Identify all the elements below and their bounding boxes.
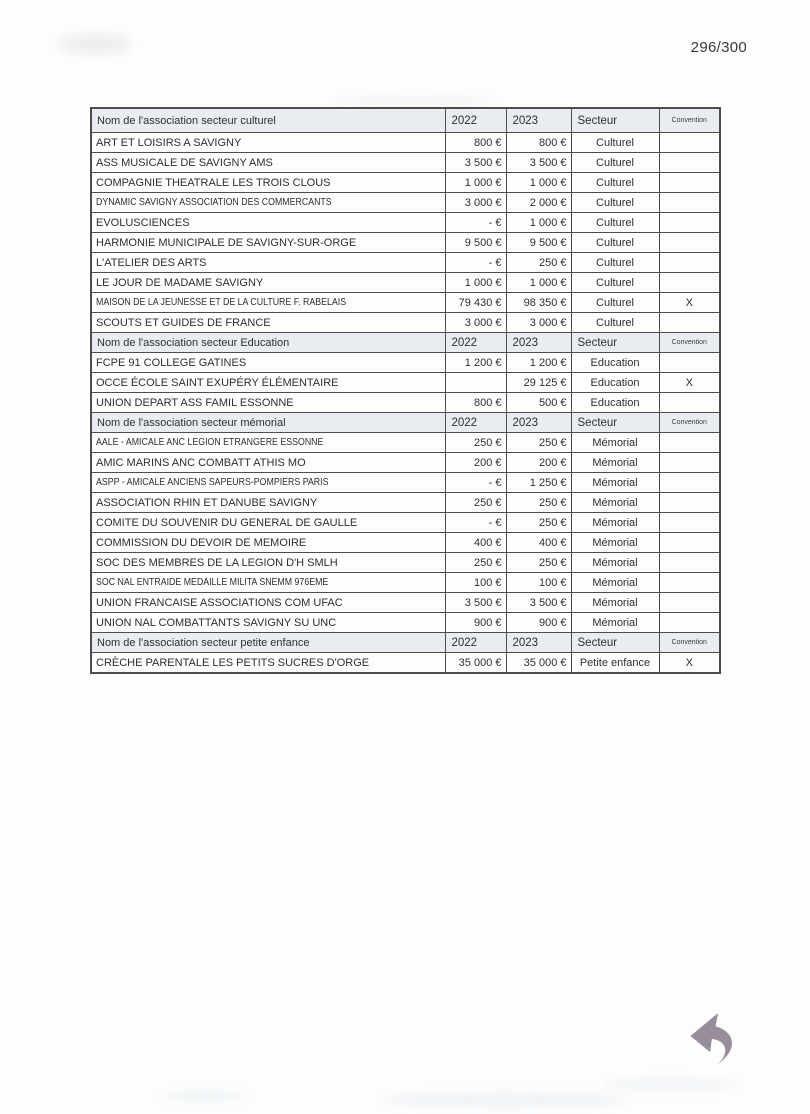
table-row [91, 193, 720, 213]
col-header-secteur: Secteur [571, 108, 659, 133]
section-header-row [91, 633, 720, 653]
association-name-cell: SCOUTS ET GUIDES DE FRANCE [91, 313, 445, 333]
amount-2022-cell: 100 € [445, 573, 506, 593]
col-header-2022: 2022 [445, 108, 506, 133]
amount-2022-cell: 250 € [445, 493, 506, 513]
secteur-cell: Mémorial [571, 573, 659, 593]
convention-cell [659, 173, 720, 193]
association-subsidy-table [90, 107, 721, 674]
amount-2022-cell: - € [445, 213, 506, 233]
amount-2022-cell: 3 000 € [445, 193, 506, 213]
col-header-2023: 2023 [506, 108, 571, 133]
amount-2023-cell: 200 € [506, 453, 571, 473]
amount-2022-cell: 3 500 € [445, 593, 506, 613]
convention-cell [659, 453, 720, 473]
convention-cell [659, 533, 720, 553]
secteur-cell: Mémorial [571, 593, 659, 613]
amount-2022-cell [445, 373, 506, 393]
amount-2022-cell: 79 430 € [445, 293, 506, 313]
secteur-cell: Mémorial [571, 553, 659, 573]
table-row [91, 213, 720, 233]
association-name-cell [91, 473, 445, 493]
amount-2023-cell: 400 € [506, 533, 571, 553]
amount-2023-cell: 1 000 € [506, 213, 571, 233]
table-row [91, 273, 720, 293]
convention-cell [659, 493, 720, 513]
table-row [91, 253, 720, 273]
convention-cell [659, 613, 720, 633]
secteur-cell: Mémorial [571, 613, 659, 633]
col-header-secteur: Secteur [571, 413, 659, 433]
convention-cell: X [659, 653, 720, 674]
convention-cell [659, 133, 720, 153]
amount-2022-cell: 9 500 € [445, 233, 506, 253]
table-row [91, 493, 720, 513]
association-name-condensed: MAISON DE LA JEUNESSE ET DE LA CULTURE F. RABELAIS [96, 297, 347, 308]
section-title: Nom de l'association secteur petite enfance [91, 633, 445, 653]
association-name-cell [91, 573, 445, 593]
secteur-cell: Culturel [571, 233, 659, 253]
amount-2022-cell: - € [445, 253, 506, 273]
amount-2023-cell: 250 € [506, 553, 571, 573]
secteur-cell: Culturel [571, 293, 659, 313]
amount-2022-cell: 800 € [445, 133, 506, 153]
col-header-2022: 2022 [445, 413, 506, 433]
table-row [91, 533, 720, 553]
association-name-cell [91, 193, 445, 213]
convention-cell [659, 393, 720, 413]
amount-2022-cell: - € [445, 473, 506, 493]
col-header-2023: 2023 [506, 333, 571, 353]
association-name-condensed: ASPP - AMICALE ANCIENS SAPEURS-POMPIERS PARIS [96, 477, 329, 488]
page-number: 296/300 [690, 39, 747, 56]
convention-cell [659, 153, 720, 173]
amount-2023-cell: 250 € [506, 513, 571, 533]
association-name-condensed: DYNAMIC SAVIGNY ASSOCIATION DES COMMERCANTS [96, 197, 332, 208]
section-title: Nom de l'association secteur Education [91, 333, 445, 353]
association-name-cell: COMMISSION DU DEVOIR DE MEMOIRE [91, 533, 445, 553]
col-header-convention: Convention [659, 333, 720, 353]
convention-cell [659, 273, 720, 293]
association-name-cell: SOC DES MEMBRES DE LA LEGION D'H SMLH [91, 553, 445, 573]
amount-2022-cell: 200 € [445, 453, 506, 473]
table-row [91, 313, 720, 333]
convention-cell [659, 253, 720, 273]
amount-2022-cell: 3 500 € [445, 153, 506, 173]
amount-2023-cell: 98 350 € [506, 293, 571, 313]
table-row [91, 393, 720, 413]
association-name-cell: ASSOCIATION RHIN ET DANUBE SAVIGNY [91, 493, 445, 513]
table-row [91, 173, 720, 193]
amount-2023-cell: 500 € [506, 393, 571, 413]
convention-cell [659, 193, 720, 213]
scan-smudge [160, 1090, 250, 1102]
amount-2023-cell: 2 000 € [506, 193, 571, 213]
section-header-row [91, 413, 720, 433]
secteur-cell: Mémorial [571, 513, 659, 533]
association-name-cell [91, 293, 445, 313]
secteur-cell: Culturel [571, 253, 659, 273]
association-name-cell: CRÈCHE PARENTALE LES PETITS SUCRES D'ORGE [91, 653, 445, 674]
table-row [91, 473, 720, 493]
scan-smudge [600, 1078, 740, 1092]
secteur-cell: Culturel [571, 213, 659, 233]
scan-smudge [58, 34, 132, 54]
table-row [91, 433, 720, 453]
convention-cell [659, 513, 720, 533]
secteur-cell: Mémorial [571, 433, 659, 453]
table-row [91, 573, 720, 593]
secteur-cell: Culturel [571, 313, 659, 333]
amount-2022-cell: 1 000 € [445, 173, 506, 193]
association-name-cell: L'ATELIER DES ARTS [91, 253, 445, 273]
secteur-cell: Culturel [571, 193, 659, 213]
secteur-cell: Mémorial [571, 473, 659, 493]
section-header-row [91, 108, 720, 133]
association-name-cell: HARMONIE MUNICIPALE DE SAVIGNY-SUR-ORGE [91, 233, 445, 253]
amount-2023-cell: 3 500 € [506, 593, 571, 613]
col-header-secteur: Secteur [571, 333, 659, 353]
convention-cell [659, 213, 720, 233]
amount-2022-cell: 1 000 € [445, 273, 506, 293]
association-name-cell: COMITE DU SOUVENIR DU GENERAL DE GAULLE [91, 513, 445, 533]
association-name-cell: OCCE ÉCOLE SAINT EXUPÉRY ÉLÉMENTAIRE [91, 373, 445, 393]
convention-cell: X [659, 293, 720, 313]
table-row [91, 233, 720, 253]
amount-2022-cell: 1 200 € [445, 353, 506, 373]
section-title: Nom de l'association secteur culturel [91, 108, 445, 133]
section-header-row [91, 333, 720, 353]
col-header-convention: Convention [659, 633, 720, 653]
amount-2023-cell: 900 € [506, 613, 571, 633]
association-name-cell: COMPAGNIE THEATRALE LES TROIS CLOUS [91, 173, 445, 193]
col-header-convention: Convention [659, 108, 720, 133]
col-header-secteur: Secteur [571, 633, 659, 653]
secteur-cell: Culturel [571, 173, 659, 193]
association-name-condensed: AALE - AMICALE ANC LEGION ETRANGERE ESSONNE [96, 437, 324, 448]
section-title: Nom de l'association secteur mémorial [91, 413, 445, 433]
secteur-cell: Mémorial [571, 533, 659, 553]
association-name-cell: UNION NAL COMBATTANTS SAVIGNY SU UNC [91, 613, 445, 633]
convention-cell [659, 553, 720, 573]
amount-2023-cell: 35 000 € [506, 653, 571, 674]
table-row [91, 133, 720, 153]
secteur-cell: Mémorial [571, 493, 659, 513]
secteur-cell: Culturel [571, 153, 659, 173]
association-name-condensed: SOC NAL ENTRAIDE MEDAILLE MILITA SNEMM 976EME [96, 577, 329, 588]
table-row [91, 293, 720, 313]
amount-2023-cell: 3 500 € [506, 153, 571, 173]
table-row [91, 153, 720, 173]
amount-2023-cell: 250 € [506, 253, 571, 273]
amount-2023-cell: 29 125 € [506, 373, 571, 393]
table-row [91, 373, 720, 393]
amount-2022-cell: 35 000 € [445, 653, 506, 674]
table-row [91, 513, 720, 533]
amount-2022-cell: 400 € [445, 533, 506, 553]
secteur-cell: Culturel [571, 133, 659, 153]
amount-2023-cell: 800 € [506, 133, 571, 153]
amount-2022-cell: 800 € [445, 393, 506, 413]
secteur-cell: Education [571, 373, 659, 393]
association-name-cell: ART ET LOISIRS A SAVIGNY [91, 133, 445, 153]
amount-2023-cell: 100 € [506, 573, 571, 593]
association-name-cell: FCPE 91 COLLEGE GATINES [91, 353, 445, 373]
scan-smudge [380, 1093, 630, 1107]
amount-2023-cell: 3 000 € [506, 313, 571, 333]
amount-2023-cell: 1 250 € [506, 473, 571, 493]
convention-cell [659, 473, 720, 493]
amount-2022-cell: 250 € [445, 433, 506, 453]
secteur-cell: Culturel [571, 273, 659, 293]
table-row [91, 613, 720, 633]
amount-2023-cell: 9 500 € [506, 233, 571, 253]
secteur-cell: Education [571, 393, 659, 413]
amount-2023-cell: 250 € [506, 433, 571, 453]
association-name-cell [91, 433, 445, 453]
convention-cell [659, 433, 720, 453]
col-header-2022: 2022 [445, 633, 506, 653]
col-header-2023: 2023 [506, 633, 571, 653]
table-row [91, 653, 720, 674]
curved-back-arrow-icon[interactable] [688, 1012, 742, 1069]
association-name-cell: UNION DEPART ASS FAMIL ESSONNE [91, 393, 445, 413]
amount-2022-cell: - € [445, 513, 506, 533]
secteur-cell: Education [571, 353, 659, 373]
table-row [91, 453, 720, 473]
association-name-cell: EVOLUSCIENCES [91, 213, 445, 233]
amount-2022-cell: 900 € [445, 613, 506, 633]
association-name-cell: AMIC MARINS ANC COMBATT ATHIS MO [91, 453, 445, 473]
association-name-cell: ASS MUSICALE DE SAVIGNY AMS [91, 153, 445, 173]
convention-cell [659, 593, 720, 613]
convention-cell: X [659, 373, 720, 393]
association-name-cell: LE JOUR DE MADAME SAVIGNY [91, 273, 445, 293]
amount-2023-cell: 1 000 € [506, 173, 571, 193]
amount-2023-cell: 1 200 € [506, 353, 571, 373]
col-header-2023: 2023 [506, 413, 571, 433]
secteur-cell: Petite enfance [571, 653, 659, 674]
amount-2023-cell: 1 000 € [506, 273, 571, 293]
col-header-convention: Convention [659, 413, 720, 433]
association-name-cell: UNION FRANCAISE ASSOCIATIONS COM UFAC [91, 593, 445, 613]
convention-cell [659, 573, 720, 593]
amount-2022-cell: 3 000 € [445, 313, 506, 333]
amount-2022-cell: 250 € [445, 553, 506, 573]
convention-cell [659, 313, 720, 333]
table-row [91, 353, 720, 373]
convention-cell [659, 353, 720, 373]
table-row [91, 553, 720, 573]
col-header-2022: 2022 [445, 333, 506, 353]
amount-2023-cell: 250 € [506, 493, 571, 513]
secteur-cell: Mémorial [571, 453, 659, 473]
convention-cell [659, 233, 720, 253]
table-row [91, 593, 720, 613]
